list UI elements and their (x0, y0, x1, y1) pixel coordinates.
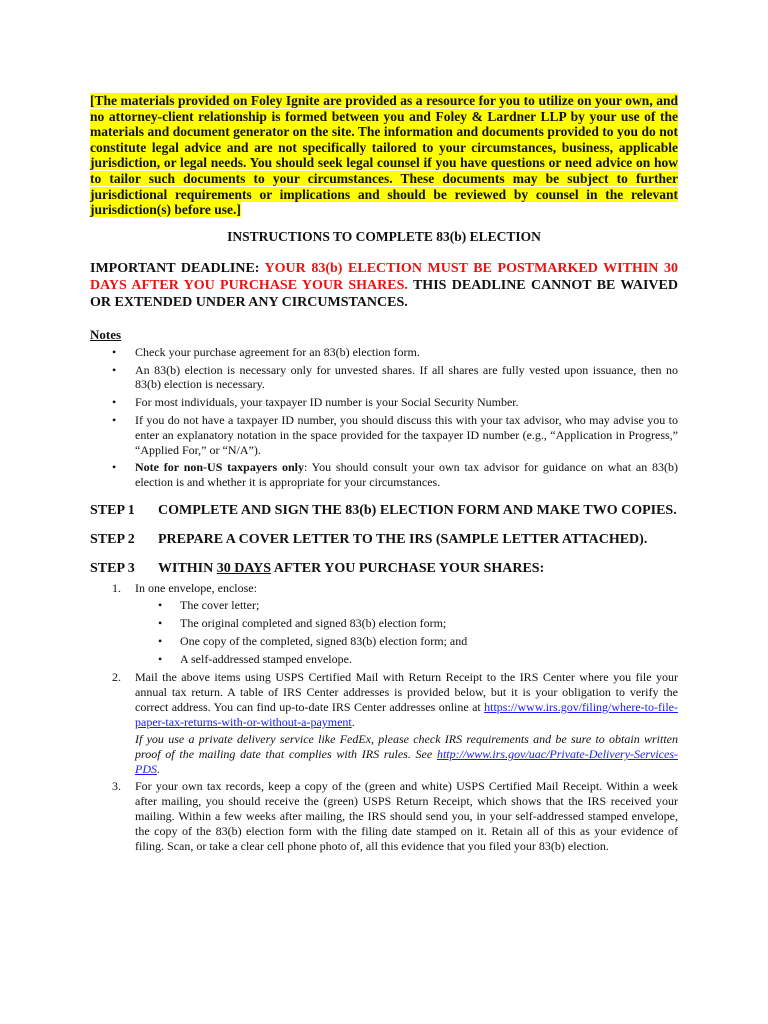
list-item (90, 779, 678, 854)
bullet-icon: • (158, 633, 163, 648)
list-item (135, 598, 678, 613)
step-3 (90, 561, 678, 577)
irs-pds-link[interactable]: http://www.irs.gov/uac/Private-Delivery-Services-PDS (135, 746, 678, 776)
irs-where-to-file-link[interactable]: https://www.irs.gov/filing/where-to-file-paper-tax-returns-with-or-without-a-payment (135, 699, 678, 729)
italic-text: If you use a private delivery service like FedEx, please check IRS requirements and be sure to obtain written proof of the mailing date that complies with IRS rules. See (135, 731, 678, 761)
note-text: If you do not have a taxpayer ID number, you should discuss this with your tax advisor, who may advise you to enter an explanatory notation in the space provided for the taxpayer ID number (e.g., “Application in Progress,” “Applied For,” or “N/A”). (135, 412, 678, 457)
item-number: 1. (112, 580, 121, 595)
bullet-icon: • (112, 362, 117, 377)
note-text: : You should consult your own tax advisor for guidance on what an 83(b) election is and whether it is appropriate for your circumstances. (135, 460, 678, 490)
disclaimer-highlight: [The materials provided on Foley Ignite are provided as a resource for you to utilize on your own, and no attorney-client relationship is formed between you and Foley & Lardner LLP by your use of the materials and document generator on the site. The information and documents provided to you do not constitute legal advice and are not specifically tailored to your circumstances, business, applicable jurisdiction, or legal needs. You should seek legal counsel if you have questions or need advice on how to tailor such documents to your circumstances. These documents may be subject to further jurisdictional requirements or implications and should be reviewed by counsel in the relevant jurisdiction(s) before use.] (90, 93, 678, 218)
list-item (90, 670, 678, 777)
bullet-icon: • (112, 395, 117, 410)
bullet-icon: • (158, 651, 163, 666)
enclosure-text: A self-addressed stamped envelope. (180, 651, 352, 666)
list-item (135, 652, 678, 667)
note-bold-label: Note for non-US taxpayers only (135, 460, 304, 475)
list-item (90, 460, 678, 490)
note-text: Check your purchase agreement for an 83(b) election form. (135, 344, 420, 359)
item-number: 3. (112, 778, 121, 793)
item-text: In one envelope, enclose: (135, 580, 257, 595)
note-text: For most individuals, your taxpayer ID number is your Social Security Number. (135, 395, 519, 410)
bullet-icon: • (112, 460, 117, 475)
notes-list (90, 345, 678, 490)
list-item (90, 345, 678, 360)
step-deadline-underlined: 30 DAYS (216, 560, 272, 576)
enclosure-list (135, 598, 678, 667)
disclaimer-paragraph (90, 93, 678, 218)
step-1 (90, 503, 678, 519)
note-text: An 83(b) election is necessary only for unvested shares. If all shares are fully vested upon issuance, then no 83(b) election is necessary. (135, 362, 678, 392)
step-text: PREPARE A COVER LETTER TO THE IRS (SAMPLE LETTER ATTACHED). (158, 531, 648, 547)
deadline-warning: YOUR 83(b) ELECTION MUST BE POSTMARKED WITHIN 30 DAYS AFTER YOU PURCHASE YOUR SHARES. (90, 260, 678, 293)
page-title: INSTRUCTIONS TO COMPLETE 83(b) ELECTION (227, 228, 541, 244)
bullet-icon: • (112, 412, 117, 427)
step-number: STEP 1 (90, 502, 135, 518)
enclosure-text: The original completed and signed 83(b) election form; (180, 615, 447, 630)
step-number: STEP 3 (90, 560, 135, 576)
notes-heading: Notes (90, 326, 122, 342)
enclosure-text: The cover letter; (180, 597, 260, 612)
deadline-rest: THIS DEADLINE CANNOT BE WAIVED OR EXTENDED UNDER ANY CIRCUMSTANCES. (90, 277, 678, 310)
bullet-icon: • (158, 597, 163, 612)
list-item (90, 581, 678, 667)
item-text-tail: . (351, 714, 355, 729)
bullet-icon: • (112, 344, 117, 359)
item-text: For your own tax records, keep a copy of the (green and white) USPS Certified Mail Receipt. Within a week after mailing, you should receive the (green) USPS Return Receipt, which shows that the IRS received your mailing. Within a few weeks after mailing, the IRS should send you, in your self-addressed stamped envelope, the copy of the 83(b) election form with the filing date stamped on it. Retain all of this as your evidence of filing. Scan, or take a clear cell phone photo of, all this evidence that you filed your 83(b) election. (135, 778, 678, 853)
step-text: COMPLETE AND SIGN THE 83(b) ELECTION FORM AND MAKE TWO COPIES. (158, 502, 677, 518)
italic-text-tail: . (157, 761, 160, 776)
bullet-icon: • (158, 615, 163, 630)
enclosure-text: One copy of the completed, signed 83(b) election form; and (180, 633, 468, 648)
list-item (90, 395, 678, 410)
private-delivery-note (135, 732, 678, 777)
list-item (135, 634, 678, 649)
deadline-paragraph (90, 260, 678, 311)
list-item (90, 363, 678, 393)
list-item (135, 616, 678, 631)
deadline-label: IMPORTANT DEADLINE: (90, 260, 265, 276)
item-number: 2. (112, 669, 121, 684)
item-text: Mail the above items using USPS Certified Mail with Return Receipt to the IRS Center where you file your annual tax return. A table of IRS Center addresses is provided below, but it is your obligation to verify the correct address. You can find up-to-date IRS Center addresses online at (135, 669, 678, 714)
instructions-list (90, 581, 678, 854)
step-text-post: AFTER YOU PURCHASE YOUR SHARES: (271, 560, 545, 576)
step-2 (90, 532, 678, 548)
step-number: STEP 2 (90, 531, 135, 547)
step-text (158, 561, 544, 577)
step-text-pre: WITHIN (158, 560, 217, 576)
list-item (90, 413, 678, 457)
